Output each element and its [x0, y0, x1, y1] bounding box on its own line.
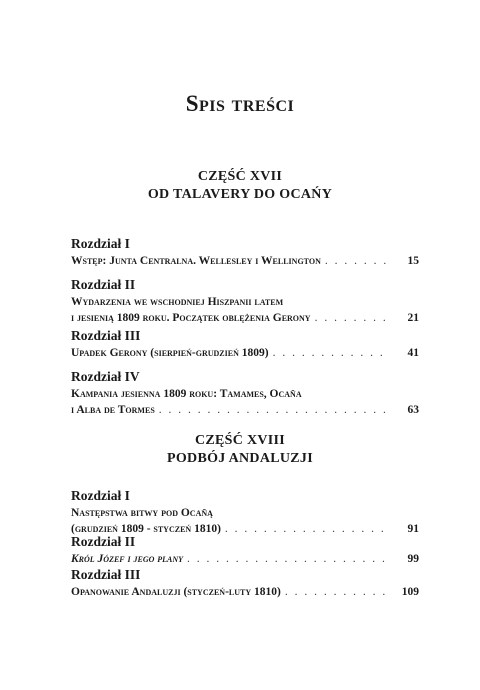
- chapter-title-line: [71, 402, 419, 418]
- chapter-entry: [71, 567, 419, 600]
- part-title: OD TALAVERY DO OCAŃY: [147, 187, 333, 202]
- page-number: 21: [407, 312, 419, 324]
- part-title: PODBÓJ ANDALUZJI: [167, 451, 313, 466]
- page-number: 15: [407, 255, 419, 267]
- leader-dots: [285, 584, 389, 600]
- chapter-title-line: [71, 584, 419, 600]
- page-number: 41: [407, 347, 419, 359]
- part-heading: [0, 432, 480, 468]
- leader-dots: [325, 253, 389, 269]
- leader-dots: [273, 345, 389, 361]
- part-heading: [0, 168, 480, 204]
- chapter-label: Rozdział I: [71, 236, 130, 251]
- chapter-label: Rozdział IV: [71, 369, 140, 384]
- part-number: CZĘŚĆ XVII: [197, 169, 283, 184]
- leader-dots: [159, 402, 389, 418]
- chapter-title: Opanowanie Andaluzji (styczeń-luty 1810): [71, 586, 281, 598]
- page-number: 99: [407, 553, 419, 565]
- chapter-label: Rozdział II: [71, 534, 136, 549]
- chapter-entry: [71, 236, 419, 269]
- chapter-title: i jesienią 1809 roku. Początek oblężenia Gerony: [71, 312, 311, 324]
- chapter-title: i Alba de Tormes: [71, 404, 155, 416]
- chapter-entry: [71, 369, 419, 418]
- leader-dots: [315, 310, 389, 326]
- chapter-label: Rozdział III: [71, 328, 141, 343]
- chapter-title: Upadek Gerony (sierpień-grudzień 1809): [71, 347, 269, 359]
- chapter-entry: [71, 534, 419, 567]
- chapter-title-line: [71, 310, 419, 326]
- leader-dots: [187, 551, 389, 567]
- page-number: 91: [407, 523, 419, 535]
- chapter-title: (grudzień 1809 - styczeń 1810): [71, 523, 221, 535]
- chapter-entry: [71, 488, 419, 537]
- chapter-title: Wstęp: Junta Centralna. Wellesley i Wellington: [71, 255, 321, 267]
- page-number: 109: [401, 586, 419, 598]
- toc-title: Spis treści: [185, 91, 295, 116]
- chapter-label: Rozdział III: [71, 567, 141, 582]
- chapter-title: Następstwa bitwy pod Ocañą: [71, 507, 213, 519]
- chapter-label: Rozdział II: [71, 277, 136, 292]
- chapter-title: Wydarzenia we wschodniej Hiszpanii latem: [71, 296, 284, 308]
- chapter-entry: [71, 277, 419, 326]
- chapter-title: Kampania jesienna 1809 roku: Tamames, Ocaña: [71, 388, 302, 400]
- page-number: 63: [407, 404, 419, 416]
- chapter-label: Rozdział I: [71, 488, 130, 503]
- chapter-title-line: [71, 345, 419, 361]
- chapter-title: Król Józef i jego plany: [71, 553, 184, 565]
- chapter-title-line: [71, 551, 419, 567]
- chapter-title-line: [71, 253, 419, 269]
- chapter-entry: [71, 328, 419, 361]
- part-number: CZĘŚĆ XVIII: [194, 433, 286, 448]
